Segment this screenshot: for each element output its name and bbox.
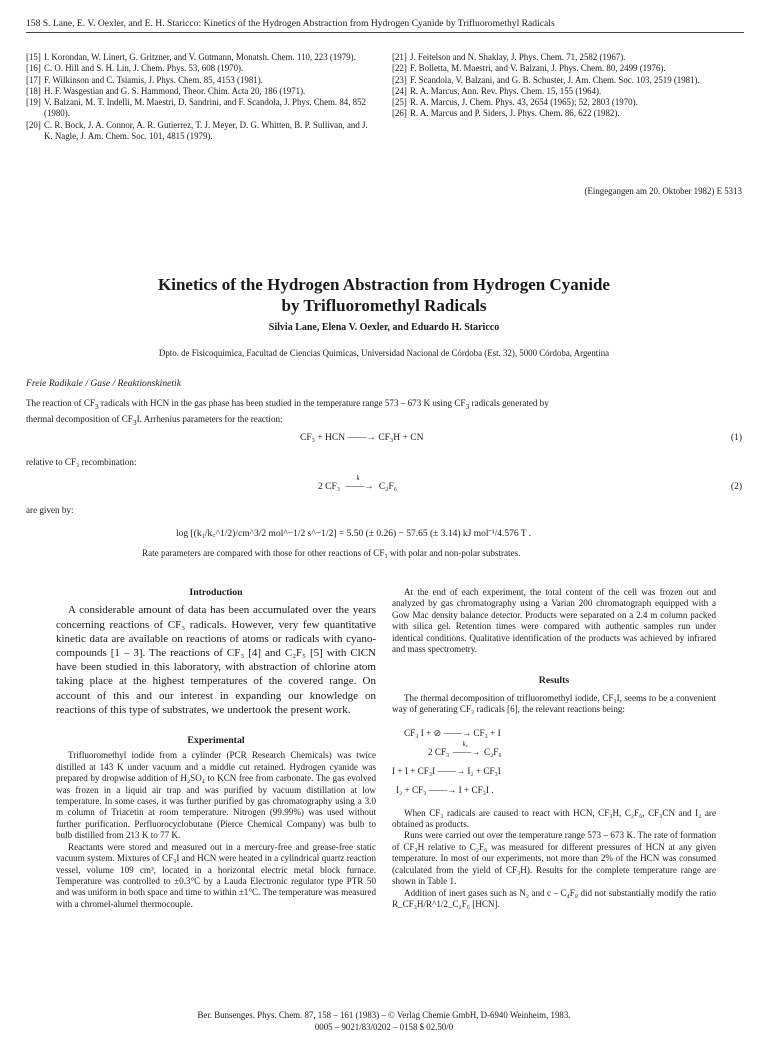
title-line: by Trifluoromethyl Radicals bbox=[281, 296, 487, 315]
abstract-text: The reaction of $CF_3$ radicals with HCN in the gas phase has been studied in the temperature range 573 – 673 K using $CF_3$ radicals generated by thermal decomposition of $CF_3I$. Arrhenius parameters for the reaction: bbox=[26, 398, 549, 427]
running-header: 158 S. Lane, E. V. Oexler, and E. H. Staricco: Kinetics of the Hydrogen Abstraction from Hydrogen Cyanide by Trifluoromethyl Radicals bbox=[26, 18, 744, 33]
arrhenius-equation: log [(k₁/k꜀^1/2)/cm^3/2 mol^−1/2 s^−1/2] = 5.50 (± 0.26) − 57.65 (± 3.14) kJ mol⁻¹/4.576 T . bbox=[176, 529, 532, 539]
reference-item: [24] R. A. Marcus, Ann. Rev. Phys. Chem. 15, 155 (1964). bbox=[392, 85, 602, 96]
section-heading: Results bbox=[538, 675, 570, 687]
reaction: CF₃ I + ⊘ ——→ CF₃ + I bbox=[404, 727, 501, 738]
reference-item: [15] I. Korondan, W. Linert, G. Gritzner, and V. Gutmann, Monatsh. Chem. 110, 223 (1979). bbox=[26, 52, 356, 62]
paragraph: A considerable amount of data has been accumulated over the years concerning reactions of CF₃ radicals. However, very few quantitative kinetic data are available on reactions of atoms or radicals with cyano-compounds [1 – 3]. The reactions of CF₃ [4] and C₂F₅ [5] with ClCN have been studied in this laboratory, with abstraction of chlorine atom taking place at the highest temperatures of the covered range. On account of this and our interest in expanding our knowledge on reactions of this type of substrates, we undertook the present work. bbox=[56, 604, 376, 716]
reference-item: [17] F. Wilkinson and C. Tsiamis, J. Phys. Chem. 85, 4153 (1981). bbox=[26, 74, 263, 85]
abstract-relative: relative to CF₃ recombination: bbox=[26, 457, 137, 467]
title-line: Kinetics of the Hydrogen Abstraction from Hydrogen Cyanide bbox=[158, 275, 610, 294]
reference-item: [26] R. A. Marcus and P. Siders, J. Phys. Chem. 86, 622 (1982). bbox=[392, 108, 620, 119]
paragraph: At the end of each experiment, the total content of the cell was frozen out and analyzed by gas chromatography using a Varian 200 chromatograph equipped with a Gow Mac density balance detector. Products were separated on a 2.4 m column packed with silica gel. Retention times were compared with authentic samples run under identical conditions. Qualitative identification of the products was achieved by infrared and mass spectrometry. bbox=[392, 587, 716, 655]
left-column bbox=[56, 587, 376, 910]
reaction: I + I + CF₃I ——→ I₂ + CF₃I bbox=[392, 765, 501, 776]
authors: Silvia Lane, Elena V. Oexler, and Eduardo H. Staricco bbox=[268, 322, 500, 333]
paragraph: Reactants were stored and measured out in a mercury-free and grease-free static vacuum system. Mixtures of CF₃I and HCN were heated in a cylindrical quartz reaction vessel, volume 109 cm³, located in a horizontal electric metal block furnace. Temperature was controlled to ±0.3°C by a Lauda Electronic regulator type PTR 50 and was uniform in both space and time to within ±1°C. The temperature was measured with a chromel-alumel thermocouple. bbox=[56, 841, 376, 909]
reference-item: [20] C. R. Bock, J. A. Connor, A. R. Gutierrez, T. J. Meyer, D. G. Whitten, B. P. Sullivan, and J. K. Nagle, J. Am. Chem. Soc. 101, 4815 (1979). bbox=[26, 119, 368, 142]
references-right bbox=[392, 52, 742, 120]
reference-item: [21] J. Feitelson and N. Shaklay, J. Phys. Chem. 71, 2582 (1967). bbox=[392, 52, 626, 62]
reaction: I₂ + CF₃ ——→ I + CF₃I . bbox=[396, 784, 494, 795]
equation-2: 2 CF₃ k ——→ C₂F₆ bbox=[318, 474, 398, 492]
right-column bbox=[392, 587, 716, 910]
keywords: Freie Radikale / Gase / Reaktionskinetik bbox=[26, 378, 181, 389]
reaction: 2 CF₃ k꜀ ——→ C₂F₆ bbox=[428, 739, 502, 757]
article-title bbox=[0, 274, 768, 316]
section-heading: Experimental bbox=[187, 735, 245, 747]
paragraph: Trifluoromethyl iodide from a cylinder (PCR Research Chemicals) was twice distilled at 143 K under vacuum and a middle cut retained. Hydrogen cyanide was prepared by dropwise addition of H₂SO₄ to KCN free from carbonate. The gas evolved was frozen in a liquid air trap and was purified by vacuum distillation at low temperature. In some cases, it was further purified by gas chromatography using a 3.0 m column of Triacetin at room temperature. Nitrogen (99.99%) was used without further purification. Perfluorocyclobutane (Pierce Chemical Company) was bulb to bulb distilled from 213 K to 77 K. bbox=[56, 750, 376, 841]
paragraph: Runs were carried out over the temperature range 573 – 673 K. The rate of formation of CF₃H relative to C₂F₆ was measured for different pressures of HCN at any given temperature. In most of our experiments, not more than 2% of the HCN was consumed (calculated from the yield of CF₃H). Results for the complete temperature range are shown in Table 1. bbox=[392, 830, 716, 887]
equation-number: (2) bbox=[730, 482, 742, 492]
reference-item: [16] C. O. Hill and S. H. Lin, J. Chem. Phys. 53, 608 (1970). bbox=[26, 63, 244, 74]
abstract-compare: Rate parameters are compared with those for other reactions of CF₃ with polar and non-polar substrates. bbox=[142, 548, 521, 558]
affiliation: Dpto. de Fisicoquimica, Facultad de Ciencias Quimicas, Universidad Nacional de Córdoba (Est. 32), 5000 Córdoba, Argentina bbox=[158, 348, 610, 358]
section-heading: Introduction bbox=[189, 587, 243, 598]
reference-item: [18] H. F. Wasgestian and G. S. Hammond, Theor. Chim. Acta 20, 186 (1971). bbox=[26, 85, 306, 96]
paragraph: When CF₃ radicals are caused to react with HCN, CF₃H, C₂F₆, CF₃CN and I₂ are obtained as products. bbox=[392, 807, 716, 830]
footer bbox=[0, 1010, 768, 1033]
reference-item: [22] F. Bolletta, M. Maestri, and V. Balzani, J. Phys. Chem. 80, 2499 (1976). bbox=[392, 63, 666, 74]
paragraph: Addition of inert gases such as N₂ and c – C₄F₈ did not substantially modify the ratio R_CF₃H/R^1/2_C₂F₆ [HCN]. bbox=[392, 887, 716, 909]
equation-1: CF₃ + HCN ——→ CF₃H + CN bbox=[300, 433, 424, 443]
reference-item: [19] V. Balzani, M. T. Indelli, M. Maestri, D. Sandrini, and F. Scandola, J. Phys. Chem. 84, 852 (1980). bbox=[26, 97, 366, 119]
reference-item: [23] F. Scandola, V. Balzani, and G. B. Schuster, J. Am. Chem. Soc. 103, 2519 (1981). bbox=[392, 74, 700, 85]
received-date: (Eingegangen am 20. Oktober 1982) E 5313 bbox=[584, 186, 742, 196]
copyright-code: 0005 – 9021/83/0202 – 0158 $ 02.50/0 bbox=[314, 1021, 454, 1032]
citation-line: Ber. Bunsenges. Phys. Chem. 87, 158 – 161 (1983) – © Verlag Chemie GmbH, D-6940 Weinheim, 1983. bbox=[197, 1010, 571, 1020]
equation-number: (1) bbox=[730, 433, 742, 443]
references-left bbox=[26, 52, 378, 142]
abstract-given: are given by: bbox=[26, 505, 74, 515]
reaction-scheme bbox=[392, 724, 716, 800]
paragraph: The thermal decomposition of trifluoromethyl iodide, CF₃I, seems to be a convenient way of generating CF₃ radicals [6], the relevant reactions being: bbox=[392, 692, 716, 715]
reference-item: [25] R. A. Marcus, J. Chem. Phys. 43, 2654 (1965); 52, 2803 (1970). bbox=[392, 97, 638, 108]
